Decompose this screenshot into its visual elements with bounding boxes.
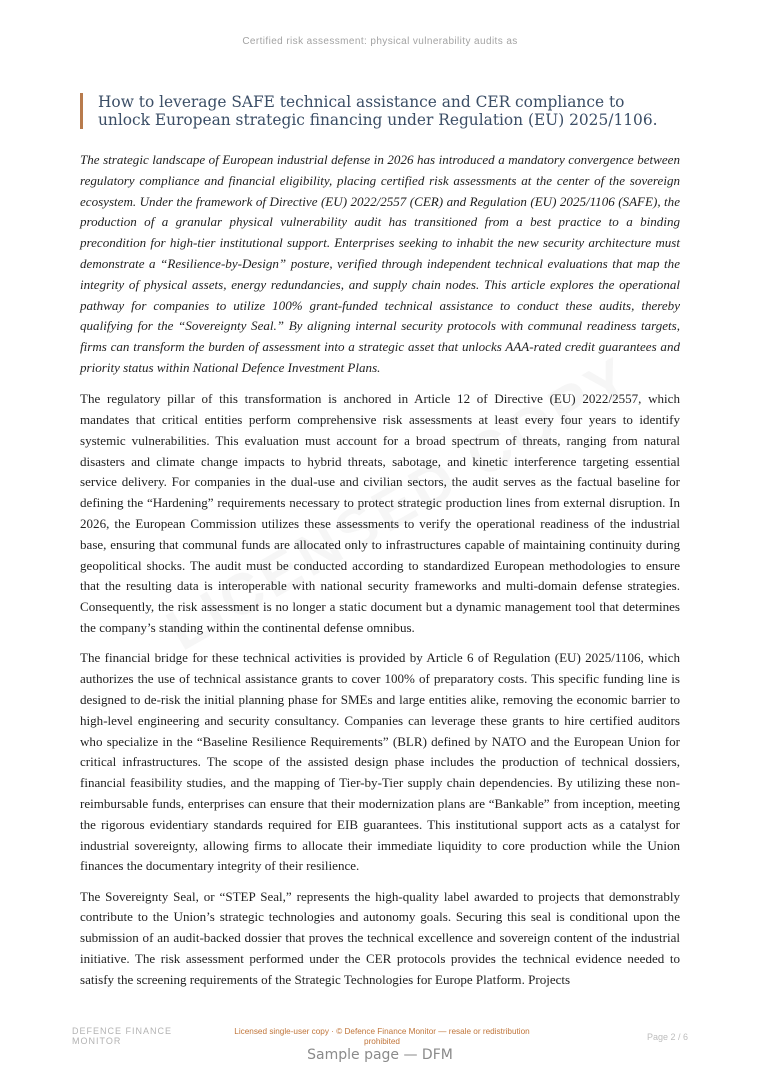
footer-license-notice: Licensed single-user copy · © Defence Finance Monitor — resale or redistribution prohibited — [234, 1027, 530, 1046]
page-number: Page 2 / 6 — [646, 1032, 688, 1042]
body-paragraph-2: The financial bridge for these technical activities is provided by Article 6 of Regulation (EU) 2025/1106, which authorizes the use of technical assistance grants to cover 100% of preparatory costs. This specific funding line is designed to de-risk the initial planning phase for SMEs and large entities alike, removing the economic barrier to high-level engineering and security consultancy. Companies can leverage these grants to hire certified auditors who specialize in the “Baseline Resilience Requirements” (BLR) defined by NATO and the European Union for critical infrastructures. The scope of the assisted design phase includes the production of technical dossiers, financial feasibility studies, and the mapping of Tier-by-Tier supply chain dependencies. By utilizing these non-reimbursable funds, enterprises can ensure that their modernization plans are “Bankable” from inception, meeting the rigorous evidentiary standards required for EIB guarantees. This institutional support acts as a catalyst for industrial sovereignty, allowing firms to allocate their immediate liquidity to core production while the Union finances the documentary integrity of their resilience. — [80, 650, 680, 874]
abstract-paragraph: The strategic landscape of European industrial defense in 2026 has introduced a mandatory convergence between regulatory compliance and financial eligibility, placing certified risk assessments at the center of the sovereign ecosystem. Under the framework of Directive (EU) 2022/2557 (CER) and Regulation (EU) 2025/1106 (SAFE), the production of a granular physical vulnerability audit has transitioned from a best practice to a binding precondition for high-tier institutional support. Enterprises seeking to inhabit the new security architecture must demonstrate a “Resilience-by-Design” posture, verified through independent technical evaluations that map the integrity of physical assets, energy redundancies, and supply chain nodes. This article explores the operational pathway for companies to utilize 100% grant-funded technical assistance to conduct these audits, thereby qualifying for the “Sovereignty Seal.” By aligning internal security protocols with communal readiness targets, firms can transform the burden of assessment into a strategic asset that unlocks AAA-rated credit guarantees and priority status within National Defence Investment Plans. — [80, 152, 680, 375]
article-title-block — [80, 93, 680, 129]
body-paragraph-1: The regulatory pillar of this transformation is anchored in Article 12 of Directive (EU) 2022/2557, which mandates that critical entities perform comprehensive risk assessments at least every four years to identify systemic vulnerabilities. This evaluation must account for a broad spectrum of threats, ranging from natural disasters and climate change impacts to hybrid threats, sabotage, and kinetic interference targeting essential service delivery. For companies in the dual-use and civilian sectors, the audit serves as the factual baseline for defining the “Hardening” requirements necessary to protect strategic production lines from external disruption. In 2026, the European Commission utilizes these assessments to verify the operational readiness of the industrial base, ensuring that communal funds are allocated only to infrastructures capable of maintaining continuity during geopolitical shocks. The audit must be conducted according to standardized European methodologies to ensure that the resulting data is interoperable with national security frameworks and multi-domain defense strategies. Consequently, the risk assessment is no longer a static document but a dynamic management tool that determines the company’s standing within the continental defense omnibus. — [80, 391, 680, 636]
sample-page-label: Sample page — DFM — [307, 1047, 453, 1063]
article-body — [80, 150, 680, 991]
footer-brand: DEFENCE FINANCE MONITOR — [72, 1026, 173, 1046]
running-header: Certified risk assessment: physical vulnerability audits as — [242, 36, 518, 47]
body-paragraph-3: The Sovereignty Seal, or “STEP Seal,” represents the high-quality label awarded to projects that demonstrably contribute to the Union’s strategic technologies and autonomy goals. Securing this seal is conditional upon the submission of an audit-backed dossier that proves the technical excellence and sovereign content of the industrial initiative. The risk assessment performed under the CER protocols provides the technical evidence needed to satisfy the screening requirements of the Strategic Technologies for Europe Platform. Projects — [80, 888, 680, 987]
article-title: How to leverage SAFE technical assistance and CER compliance to unlock European strategic financing under Regulation (EU) 2025/1106. — [98, 93, 658, 129]
